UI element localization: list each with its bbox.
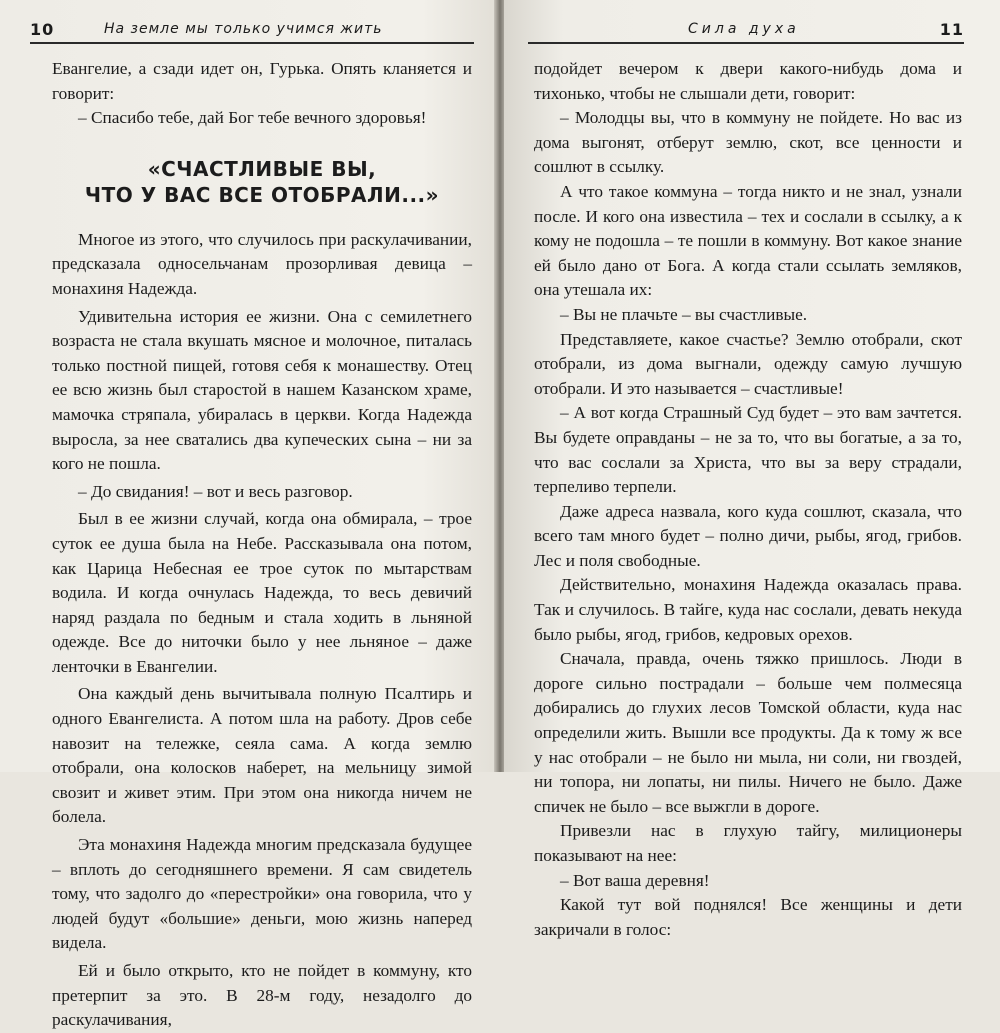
paragraph: Удивительна история ее жизни. Она с семилетнего возраста не стала вкушать мясное и молочное, питалась только постной пищей, готовя себя к монашеству. Отец ее всю жизнь был старостой в нашем Казанском храме, мамочка стряпала, убиралась в церкви. Когда Надежда выросла, за нее сватались два купеческих сына – ни за кого не пошла.	[52, 306, 472, 474]
left-page-text	[52, 57, 472, 1033]
right-page	[504, 0, 1000, 939]
paragraph: Эта монахиня Надежда многим предсказала будущее – вплоть до сегодняшнего времени. Я сам свидетель тому, что задолго до «перестройки» она говорила, что у людей будут «большие» деньги, мою жизнь наперед видела.	[52, 835, 472, 953]
left-page-header	[30, 20, 474, 44]
paragraph: Многое из этого, что случилось при раскулачивании, предсказала односельчанам прозорливая девица – монахиня Надежда.	[52, 229, 472, 298]
paragraph: – А вот когда Страшный Суд будет – это вам зачтется. Вы будете оправданы – не за то, что вы богатые, а за то, что вас сослали за Христа, что вы за веру страдали, терпеливо терпели.	[534, 403, 962, 497]
right-page-text	[534, 57, 962, 942]
page-number: 10	[30, 20, 55, 39]
paragraph: – Вы не плачьте – вы счастливые.	[560, 304, 808, 324]
paragraph: Евангелие, а сзади идет он, Гурька. Опять кланяется и говорит:	[52, 59, 472, 103]
paragraph: Представляете, какое счастье? Землю отобрали, скот отобрали, из дома выгнали, одежду самую лучшую отобрали. И это называется – счастливые!	[534, 329, 962, 398]
paragraph: Привезли нас в глухую тайгу, милиционеры показывают на нее:	[534, 821, 962, 865]
paragraph: Даже адреса назвала, кого куда сошлют, сказала, что всего там много будет – полно дичи, рыбы, ягод, грибов. Лес и поля свободные.	[534, 501, 962, 570]
paragraph: Какой тут вой поднялся! Все женщины и дети закричали в голос:	[534, 895, 962, 939]
paragraph: – Спасибо тебе, дай Бог тебе вечного здоровья!	[78, 108, 427, 128]
paragraph: Сначала, правда, очень тяжко пришлось. Люди в дороге сильно пострадали – больше чем полмесяца добирались до глухих лесов Томской области, куда нас определили жить. Вышли все продукты. Да к тому ж все у нас отобрали – не было ни мыла, ни соли, ни гвоздей, ни топора, ни лопаты, ни пилы. Ничего не было. Даже спичек не было – все выжгли в дороге.	[534, 649, 962, 816]
right-page-header	[528, 20, 964, 44]
paragraph: – Вот ваша деревня!	[560, 870, 710, 890]
paragraph: подойдет вечером к двери какого-нибудь дома и тихонько, чтобы не слышали дети, говорит:	[534, 59, 962, 103]
paragraph: Действительно, монахиня Надежда оказалась права. Так и случилось. В тайге, куда нас сослали, девать некуда было рыбы, ягод, грибов, кедровых орехов.	[534, 575, 962, 644]
heading-line: «СЧАСТЛИВЫЕ ВЫ,	[147, 156, 377, 181]
paragraph: А что такое коммуна – тогда никто и не знал, узнали после. И кого она известила – тех и сослали в ссылку, а к кому не подошла – те пошли в коммуну. Вот какое знание ей было дано от Бога. А когда стали ссылать земляков, она утешала их:	[534, 181, 962, 300]
heading-line: ЧТО У ВАС ВСЕ ОТОБРАЛИ...»	[84, 182, 440, 207]
paragraph: Был в ее жизни случай, когда она обмирала, – трое суток ее душа была на Небе. Рассказывала она потом, как Царица Небесная ее трое суток по мытарствам водила. И когда очнулась Надежда, то весь девичий наряд раздала по бедным и стала ходить в льняной одежде. Все до ниточки было у нее льняное – даже ленточки в Евангелии.	[52, 509, 472, 676]
paragraph: Она каждый день вычитывала полную Псалтирь и одного Евангелиста. А потом шла на работу. Дров себе навозит на тележке, сеяла сама. А когда землю отобрали, она колосков наберет, на мельницу зимой свозит и живет этим. При этом она никогда ничем не болела.	[52, 684, 472, 827]
left-page	[0, 0, 496, 1030]
running-title: Сила духа	[688, 21, 800, 37]
chapter-heading	[52, 156, 472, 208]
page-number: 11	[939, 20, 964, 39]
paragraph: – Молодцы вы, что в коммуну не пойдете. Но вас из дома выгонят, отберут землю, скот, все ценности и сошлют в ссылку.	[534, 108, 962, 177]
paragraph: Ей и было открыто, кто не пойдет в коммуну, кто претерпит за это. В 28-м году, незадолго до раскулачивания,	[52, 961, 472, 1030]
paragraph: – До свидания! – вот и весь разговор.	[78, 481, 353, 501]
running-title: На земле мы только учимся жить	[104, 21, 383, 37]
